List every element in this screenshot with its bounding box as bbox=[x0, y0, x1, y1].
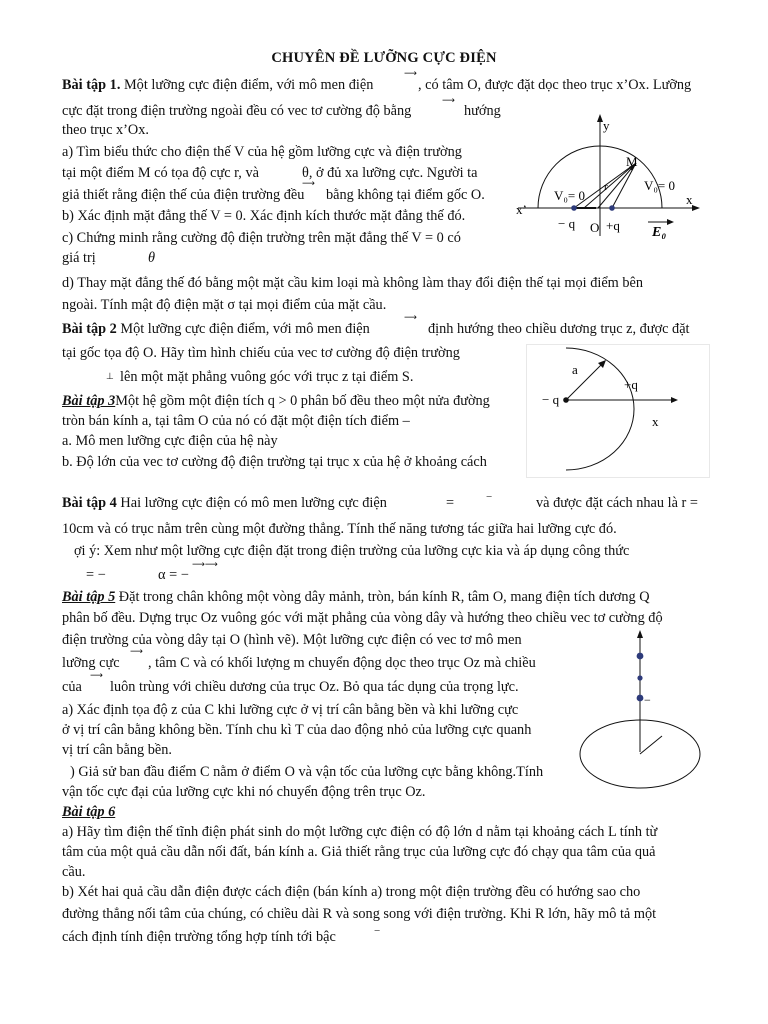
bt3-label: Bài tập 3 bbox=[62, 393, 116, 409]
bt4-line-1 bbox=[62, 494, 387, 512]
bt5-text-1: Đặt trong chân không một vòng dây mảnh, tròn, bán kính R, tâm O, mang điện tích dương Q bbox=[115, 589, 650, 605]
bt4-formula-2: α = − bbox=[158, 567, 189, 583]
fig2-x-label: x bbox=[652, 414, 659, 429]
figure-ring-axis bbox=[576, 628, 714, 798]
bt4-line-3: ợi ý: Xem như một lưỡng cực điện đặt trong điện trường của lưỡng cực kia và áp dụng công thức bbox=[74, 543, 630, 559]
vector-arrow: ⟶ bbox=[130, 647, 143, 657]
bt1-line-5a: tại một điểm M có tọa độ cực r, và bbox=[62, 165, 259, 181]
bt3-line-4: b. Độ lớn của vec tơ cường độ điện trường tại trục x của hệ ở khoảng cách bbox=[62, 454, 487, 470]
vector-arrow: ⟶⟶ bbox=[192, 560, 218, 570]
bt5-line-7: ở vị trí cân bằng không bền. Tính chu kì T của dao động nhỏ của lưỡng cực quanh bbox=[62, 722, 532, 738]
fig1-xprime-label: x’ bbox=[516, 202, 527, 217]
vector-arrow: ⟶ bbox=[302, 179, 315, 189]
bt1-line-2b: hướng bbox=[464, 103, 501, 119]
bt4-eq: = bbox=[446, 495, 455, 511]
bt5-line-1 bbox=[62, 588, 650, 606]
bt5-line-3: điện trường của vòng dây tại O (hình vẽ). Một lưỡng cực điện có vec tơ mô men bbox=[62, 632, 522, 648]
fig1-r-label: r bbox=[604, 181, 608, 193]
vector-arrow: ⟶ bbox=[404, 69, 417, 79]
bt6-minus: − bbox=[374, 925, 381, 937]
bt1-line-9a: giá trị bbox=[62, 250, 96, 266]
bt3-text-1: Một hệ gồm một điện tích q > 0 phân bố đều theo một nửa đường bbox=[115, 393, 490, 409]
bt1-line-5b: θ, ở đủ xa lưỡng cực. Người ta bbox=[302, 165, 478, 181]
fig2-neg-q: − q bbox=[542, 392, 560, 407]
bt5-line-4b: , tâm C và có khối lượng m chuyển động dọc theo trục Oz mà chiều bbox=[148, 655, 536, 671]
vector-arrow: ⟶ bbox=[90, 671, 103, 681]
bt1-line-10: d) Thay mặt đẳng thế đó bằng một mặt cầu kim loại mà không làm thay đổi điện thế tại mọi điểm bên bbox=[62, 275, 644, 291]
bt5-line-2: phân bố đều. Dựng trục Oz vuông góc với mặt phẳng của vòng dây và hướng theo chiều vec tơ cường độ bbox=[62, 610, 663, 626]
fig1-pos-q: +q bbox=[606, 218, 620, 233]
bt6-line-4: b) Xét hai quả cầu dẫn điện được cách điện (bán kính a) trong một điện trường đều có hướng sao cho bbox=[62, 884, 641, 900]
bt1-line-7: b) Xác định mặt đẳng thế V = 0. Xác định kích thước mặt đẳng thế đó. bbox=[62, 208, 466, 224]
bt4-formula-1: = − bbox=[86, 567, 106, 583]
bt5-line-8: vị trí cân bằng bền. bbox=[62, 742, 172, 758]
bt4-line-1b: và được đặt cách nhau là r = bbox=[536, 495, 698, 511]
bt6-line-2: tâm của một quả cầu dẫn nối đất, bán kính a. Giả thiết rằng trục của lưỡng cực đó chạy qua tâm của quả bbox=[62, 844, 656, 860]
bt1-line-6b: bằng không tại điểm gốc O. bbox=[326, 187, 485, 203]
bt2-line-3: lên một mặt phẳng vuông góc với trục z tại điểm S. bbox=[120, 369, 414, 385]
bt1-line-4: a) Tìm biểu thức cho điện thế V của hệ gồm lưỡng cực và điện trường bbox=[62, 144, 462, 160]
bt6-label: Bài tập 6 bbox=[62, 804, 116, 820]
bt2-line-2: tại gốc tọa độ O. Hãy tìm hình chiếu của vec tơ cường độ điện trường bbox=[62, 345, 460, 361]
bt4-line-2: 10cm và có trục nằm trên cùng một đường thẳng. Tính thế năng tương tác giữa hai lưỡng cực đó. bbox=[62, 521, 617, 537]
bt1-line-9b: θ bbox=[148, 250, 156, 266]
bt1-line-11: ngoài. Tính mật độ điện mặt σ tại mọi điểm của mặt cầu. bbox=[62, 297, 387, 313]
bt1-line-8: c) Chứng minh rằng cường độ điện trường trên mặt đẳng thế V = 0 có bbox=[62, 230, 461, 246]
fig1-O-label: O bbox=[590, 220, 600, 235]
vector-arrow: ⟶ bbox=[442, 96, 455, 106]
bt6-line-1: a) Hãy tìm điện thế tĩnh điện phát sinh do một lưỡng cực điện có độ lớn d nằm tại khoảng cách L tính từ bbox=[62, 824, 658, 840]
bt6-line-6: cách định tính điện trường tổng hợp tính tới bậc bbox=[62, 929, 336, 945]
bt5-line-10: vận tốc cực đại của lưỡng cực khi nó chuyển động trên trục Oz. bbox=[62, 784, 426, 800]
bt2-line-1 bbox=[62, 320, 370, 338]
fig1-x-label: x bbox=[686, 192, 693, 207]
bt5-line-4a: lưỡng cực bbox=[62, 655, 120, 671]
fig1-v0-right: V₀= 0 bbox=[644, 178, 676, 193]
bt1-line-1 bbox=[62, 76, 373, 94]
bt5-line-5a: của bbox=[62, 679, 82, 695]
bt4-minus: − bbox=[486, 491, 493, 503]
bt4-text-1: Hai lưỡng cực điện có mô men lưỡng cực điện bbox=[116, 495, 387, 511]
bt2-text-1: Một lưỡng cực điện điểm, với mô men điện bbox=[116, 321, 370, 337]
bt3-line-1 bbox=[62, 392, 490, 410]
bt6-line-5: đường thẳng nối tâm của chúng, có chiều dài R và song song với điện trường. Khi R lớn, hãy mô tả một bbox=[62, 906, 657, 922]
bt1-line-1b: , có tâm O, được đặt dọc theo trục x’Ox. Lưỡng bbox=[418, 77, 692, 93]
bt2-label: Bài tập 2 bbox=[62, 321, 117, 337]
bt1-line-2: cực đặt trong điện trường ngoài đều có vec tơ cường độ bằng bbox=[62, 103, 412, 119]
bt3-line-2: tròn bán kính a, tại tâm O của nó có đặt một điện tích điểm – bbox=[62, 413, 410, 429]
bt6-line-3: cầu. bbox=[62, 864, 86, 880]
figure-dipole-field bbox=[512, 108, 710, 240]
vector-arrow: ⟶ bbox=[404, 313, 417, 323]
bt3-line-3: a. Mô men lưỡng cực điện của hệ này bbox=[62, 433, 278, 449]
fig2-pos-q: +q bbox=[624, 377, 638, 392]
page-title: CHUYÊN ĐỀ LƯỠNG CỰC ĐIỆN bbox=[271, 50, 497, 66]
fig1-y-label: y bbox=[603, 118, 610, 133]
bt5-line-9: ) Giả sử ban đầu điểm C nằm ở điểm O và vận tốc của lưỡng cực bằng không.Tính bbox=[70, 764, 544, 780]
fig1-v0-left: V₀= 0 bbox=[554, 188, 586, 203]
bt6-heading bbox=[62, 803, 115, 821]
bt5-line-6: a) Xác định tọa độ z của C khi lưỡng cực ở vị trí cân bằng bền và khi lưỡng cực bbox=[62, 702, 519, 718]
bt5-label: Bài tập 5 bbox=[62, 589, 116, 605]
bt1-label: Bài tập 1. bbox=[62, 77, 121, 93]
perp-subscript: ⊥ bbox=[106, 372, 114, 382]
bt5-line-5b: luôn trùng với chiều dương của trục Oz. Bỏ qua tác dụng của trọng lực. bbox=[110, 679, 519, 695]
bt1-text-1: Một lưỡng cực điện điểm, với mô men điện bbox=[120, 77, 374, 93]
bt1-line-6a: giả thiết rằng điện thế của điện trường đều bbox=[62, 187, 305, 203]
fig1-M-label: M bbox=[626, 154, 638, 169]
bt4-label: Bài tập 4 bbox=[62, 495, 117, 511]
bt1-line-3: theo trục x’Ox. bbox=[62, 122, 149, 138]
fig1-neg-q: − q bbox=[558, 216, 576, 231]
fig2-a-label: a bbox=[572, 362, 578, 377]
fig1-E0-label: E₀ bbox=[652, 225, 667, 240]
fig3-minus: − bbox=[644, 693, 651, 707]
figure-semicircle-charge bbox=[526, 344, 710, 478]
bt2-line-1b: định hướng theo chiều dương trục z, được đặt bbox=[428, 321, 690, 337]
